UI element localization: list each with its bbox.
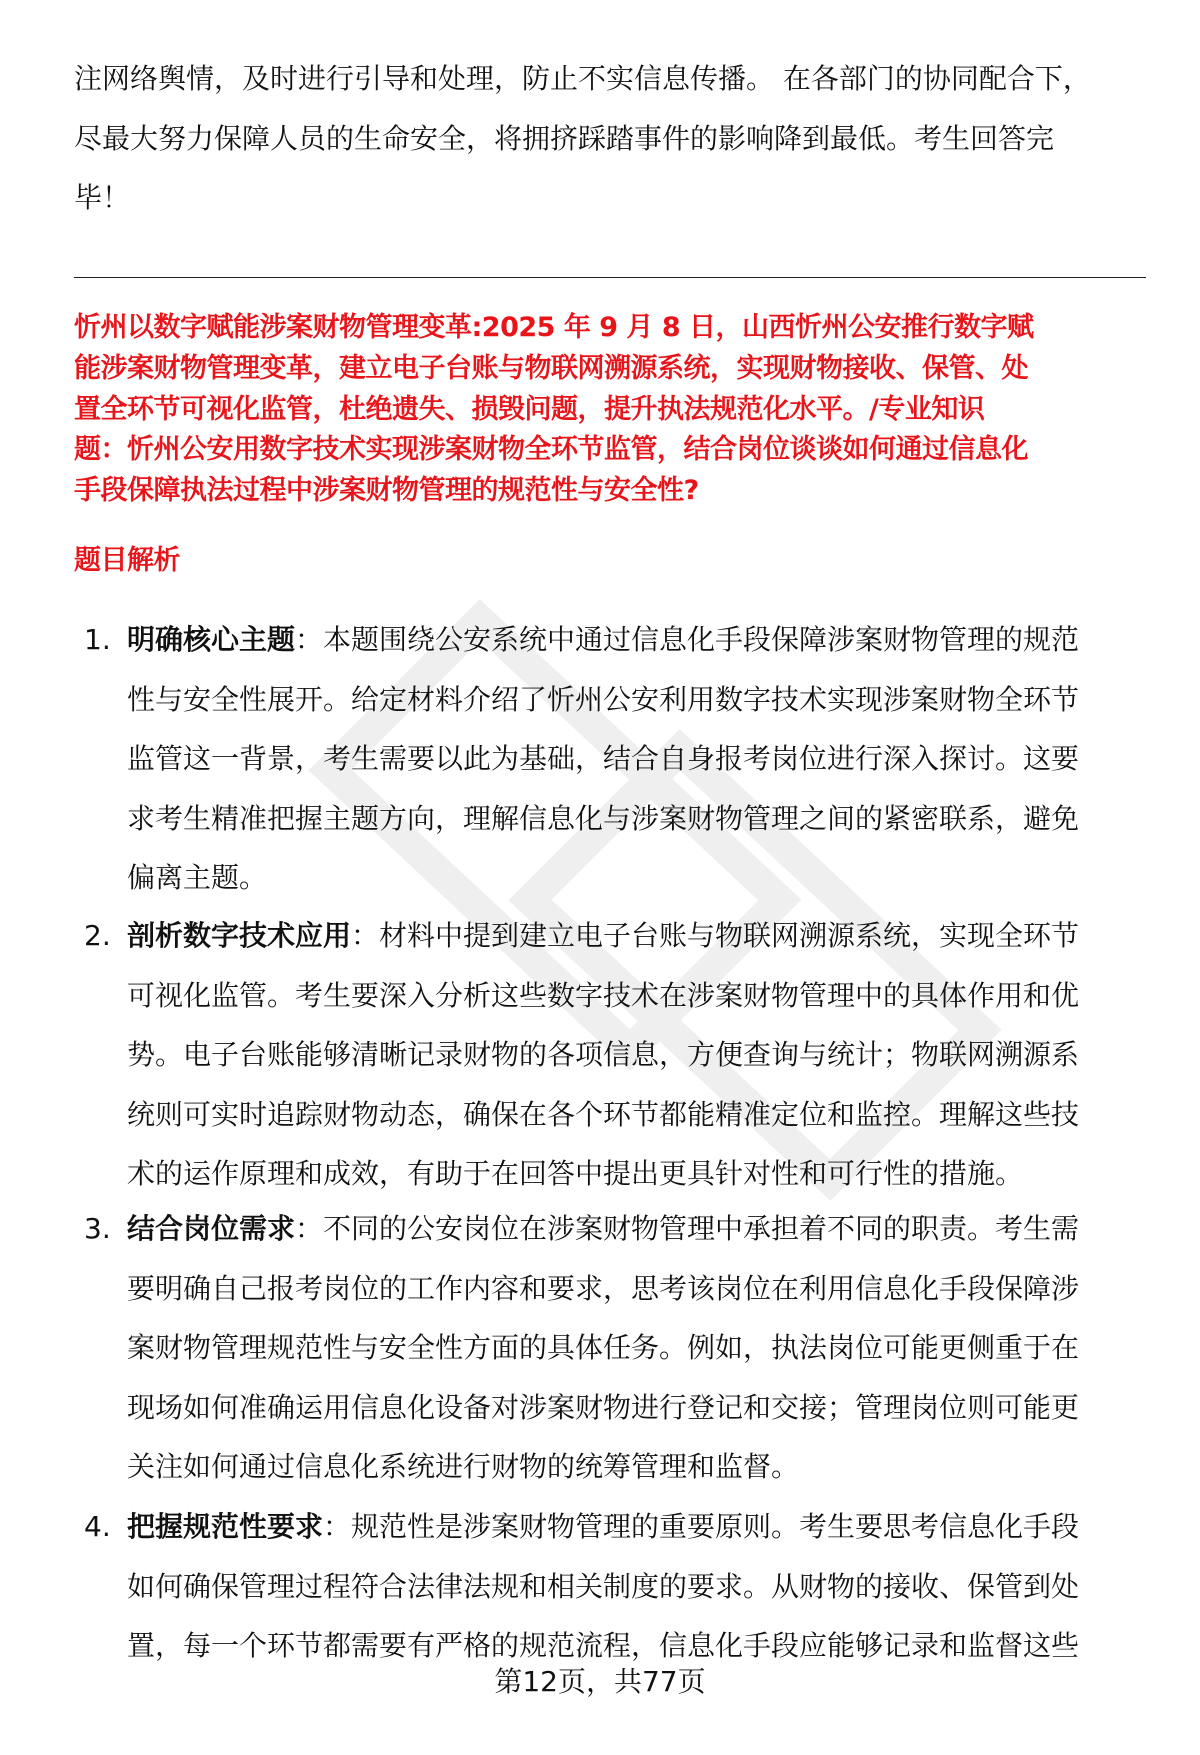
- item-title: 明确核心主题: [127, 623, 296, 656]
- item-text: ：材料中提到建立电子台账与物联网溯源系统，实现全环节: [351, 919, 1080, 952]
- item-line: 关注如何通过信息化系统进行财物的统筹管理和监督。: [127, 1450, 800, 1483]
- question-line: 忻州以数字赋能涉案财物管理变革:2025 年 9 月 8 日，山西忻州公安推行数字赋: [74, 312, 1034, 343]
- question-line: 题：忻州公安用数字技术实现涉案财物全环节监管，结合岗位谈谈如何通过信息化: [74, 434, 1028, 465]
- item-number: 1.: [84, 623, 111, 656]
- item-line: 监管这一背景，考生需要以此为基础，结合自身报考岗位进行深入探讨。这要: [127, 742, 1080, 775]
- item-line: 术的运作原理和成效，有助于在回答中提出更具针对性和可行性的措施。: [127, 1157, 1024, 1190]
- item-title: 剖析数字技术应用: [127, 919, 352, 952]
- item-line: 统则可实时追踪财物动态，确保在各个环节都能精准定位和监控。理解这些技: [127, 1097, 1080, 1131]
- text-line: 毕！: [74, 181, 131, 214]
- divider: [74, 277, 1146, 278]
- question-line: 能涉案财物管理变革，建立电子台账与物联网溯源系统，实现财物接收、保管、处: [74, 353, 1028, 384]
- item-number: 4.: [84, 1510, 111, 1543]
- item-line: 偏离主题。: [127, 861, 268, 894]
- item-number: 3.: [84, 1212, 111, 1245]
- question-line: 置全环节可视化监管，杜绝遗失、损毁问题，提升执法规范化水平。/专业知识: [74, 394, 985, 425]
- item-line: [127, 918, 1079, 954]
- item-line: 案财物管理规范性与安全性方面的具体任务。例如，执法岗位可能更侧重于在: [127, 1331, 1080, 1364]
- item-title: 结合岗位需求: [127, 1212, 296, 1245]
- item-line: [127, 622, 1079, 658]
- item-title: 把握规范性要求: [127, 1510, 324, 1543]
- item-line: 性与安全性展开。给定材料介绍了忻州公安利用数字技术实现涉案财物全环节: [127, 682, 1080, 716]
- section-title: 题目解析: [74, 545, 180, 576]
- item-line: 现场如何准确运用信息化设备对涉案财物进行登记和交接；管理岗位则可能更: [127, 1390, 1080, 1424]
- item-number: 2.: [84, 919, 111, 952]
- item-line: 势。电子台账能够清晰记录财物的各项信息，方便查询与统计；物联网溯源系: [127, 1038, 1080, 1071]
- question-line: 手段保障执法过程中涉案财物管理的规范性与安全性?: [74, 475, 699, 506]
- text-line: 注网络舆情，及时进行引导和处理，防止不实信息传播。 在各部门的协同配合下，: [74, 62, 1091, 95]
- item-line: [127, 1509, 1079, 1545]
- text-line: 尽最大努力保障人员的生命安全，将拥挤踩踏事件的影响降到最低。考生回答完: [74, 122, 1055, 155]
- item-line: [127, 1211, 1079, 1247]
- item-text: ：本题围绕公安系统中通过信息化手段保障涉案财物管理的规范: [295, 623, 1080, 656]
- item-line: 可视化监管。考生要深入分析这些数字技术在涉案财物管理中的具体作用和优: [127, 978, 1080, 1012]
- page-footer: 第12页，共77页: [494, 1665, 706, 1698]
- item-text: ：不同的公安岗位在涉案财物管理中承担着不同的职责。考生需: [295, 1212, 1080, 1245]
- item-line: 置，每一个环节都需要有严格的规范流程，信息化手段应能够记录和监督这些: [127, 1629, 1080, 1662]
- item-line: 要明确自己报考岗位的工作内容和要求，思考该岗位在利用信息化手段保障涉: [127, 1271, 1080, 1305]
- item-line: 求考生精准把握主题方向，理解信息化与涉案财物管理之间的紧密联系，避免: [127, 801, 1080, 835]
- item-text: ：规范性是涉案财物管理的重要原则。考生要思考信息化手段: [323, 1510, 1080, 1543]
- item-line: 如何确保管理过程符合法律法规和相关制度的要求。从财物的接收、保管到处: [127, 1569, 1080, 1603]
